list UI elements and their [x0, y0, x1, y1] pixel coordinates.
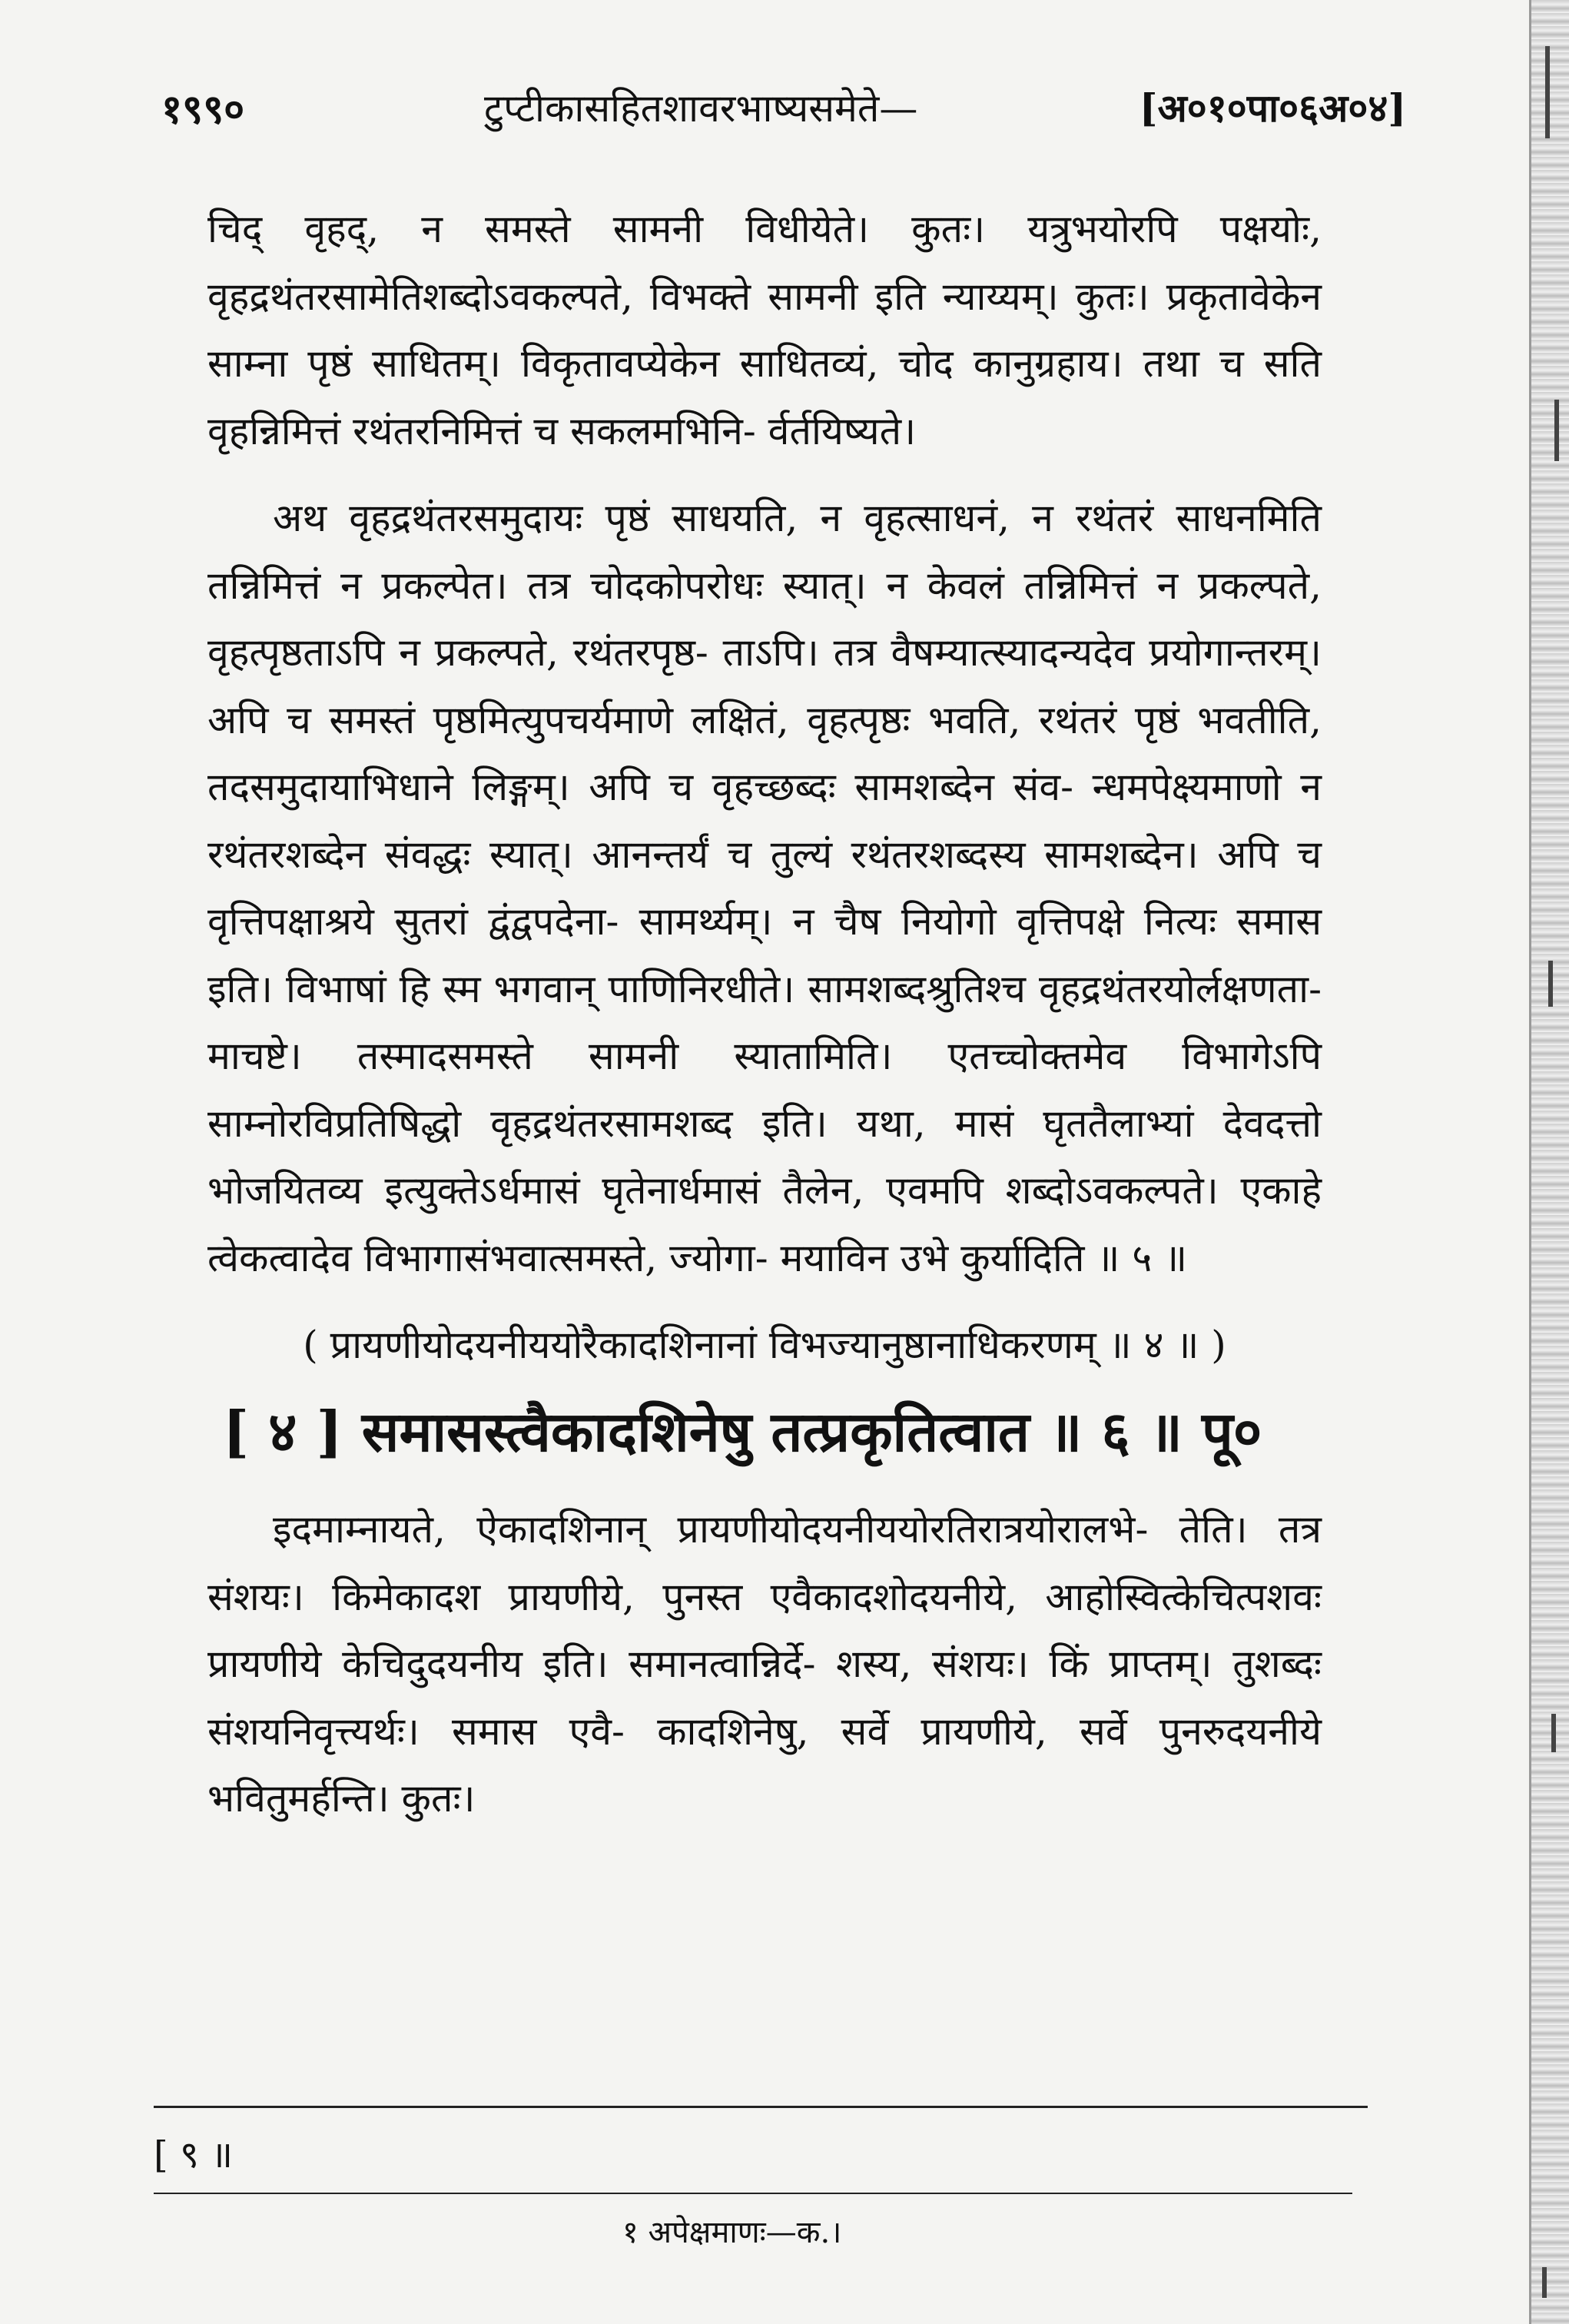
adhikarana-heading: ( प्रायणीयोदयनीययोरैकादशिनानां विभज्यानुष्ठानाधिकरणम् ॥ ४ ॥ ): [303, 1323, 1226, 1367]
paragraph-1: चिद् वृहद्, न समस्ते सामनी विधीयेते। कुतः। यत्रुभयोरपि पक्षयोः, वृहद्रथंतरसामेतिशब्दोऽवकल्पते, विभक्ते सामनी इति न्याय्यम्। कुतः। प्रकृतावेकेन साम्ना पृष्ठं साधितम्। विकृतावप्येकेन साधितव्यं, चोद कानुग्रहाय। तथा च सति वृहन्निमित्तं रथंतरनिमित्तं च सकलमभिनि- र्वर्तयिष्यते।: [207, 207, 1322, 453]
book-spine-edge: [1529, 0, 1569, 2324]
sutra-heading: [ ४ ] समासस्त्वैकादशिनेषु तत्प्रकृतित्वात ॥ ६ ॥ पू०: [223, 1399, 1262, 1464]
page-header: [161, 81, 1406, 142]
bhashya-paragraph: इदमाम्नायते, ऐकादशिनान् प्रायणीयोदयनीययोरतिरात्रयोरालभे- तेति। तत्र संशयः। किमेकादश प्रायणीये, पुनस्त एवैकादशोदयनीये, आहोस्वित्केचित्पशवः प्रायणीये केचिदुदयनीय इति। समानत्वान्निर्दे- शस्य, संशयः। किं प्राप्तम्। तुशब्दः संशयनिवृत्त्यर्थः। समास एवै- कादशिनेषु, सर्वे प्रायणीये, सर्वे पुनरुदयनीये भवितुमर्हन्ति। कुतः।: [207, 1507, 1322, 1821]
paragraph-2: अथ वृहद्रथंतरसमुदायः पृष्ठं साधयति, न वृहत्साधनं, न रथंतरं साधनमिति तन्निमित्तं न प्रकल्पेत। तत्र चोदकोपरोधः स्यात्। न केवलं तन्निमित्तं न प्रकल्पते, वृहत्पृष्ठताऽपि न प्रकल्पते, रथंतरपृष्ठ- ताऽपि। तत्र वैषम्यात्स्यादन्यदेव प्रयोगान्तरम्। अपि च समस्तं पृष्ठमित्युपचर्यमाणे लक्षितं, वृहत्पृष्ठः भवति, रथंतरं पृष्ठं भवतीति, तदसमुदायाभिधाने लिङ्गम्। अपि च वृहच्छब्दः सामशब्देन संव- न्धमपेक्ष्यमाणो न रथंतरशब्देन संवद्धः स्यात्। आनन्तर्यं च तुल्यं रथंतरशब्दस्य सामशब्देन। अपि च वृत्तिपक्षाश्रये सुतरां द्वंद्वपदेना- सामर्थ्यम्। न चैष नियोगो वृत्तिपक्षे नित्यः समास इति। विभाषां हि स्म भगवान् पाणिनिरधीते। सामशब्दश्रुतिश्च वृहद्रथंतरयोर्लक्षणता- माचष्टे। तस्मादसमस्ते सामनी स्यातामिति। एतच्चोक्तमेव विभागेऽपि साम्नोरविप्रतिषिद्धो वृहद्रथंतरसामशब्द इति। यथा, मासं घृततैलाभ्यां देवदत्तो भोजयितव्य इत्युक्तेऽर्धमासं घृतेनार्धमासं तैलेन, एवमपि शब्दोऽवकल्पते। एकाहे त्वेकत्वादेव विभागासंभवात्समस्ते, ज्योगा- मयाविन उभे कुर्यादिति ॥ ५ ॥: [207, 496, 1322, 1280]
main-text: [207, 196, 1322, 1833]
running-title: टुप्टीकासहितशावरभाष्यसमेते—: [484, 86, 918, 131]
section-reference: [अ०१०पा०६अ०४]: [1139, 85, 1406, 131]
footnote: १ अपेक्षमाणः—क.।: [622, 2215, 842, 2250]
body-footer-divider: [154, 2106, 1368, 2108]
page-number: १९९०: [161, 86, 245, 133]
footnote-divider: [154, 2193, 1352, 2194]
footnote-marker: [ ९ ॥: [154, 2133, 233, 2176]
